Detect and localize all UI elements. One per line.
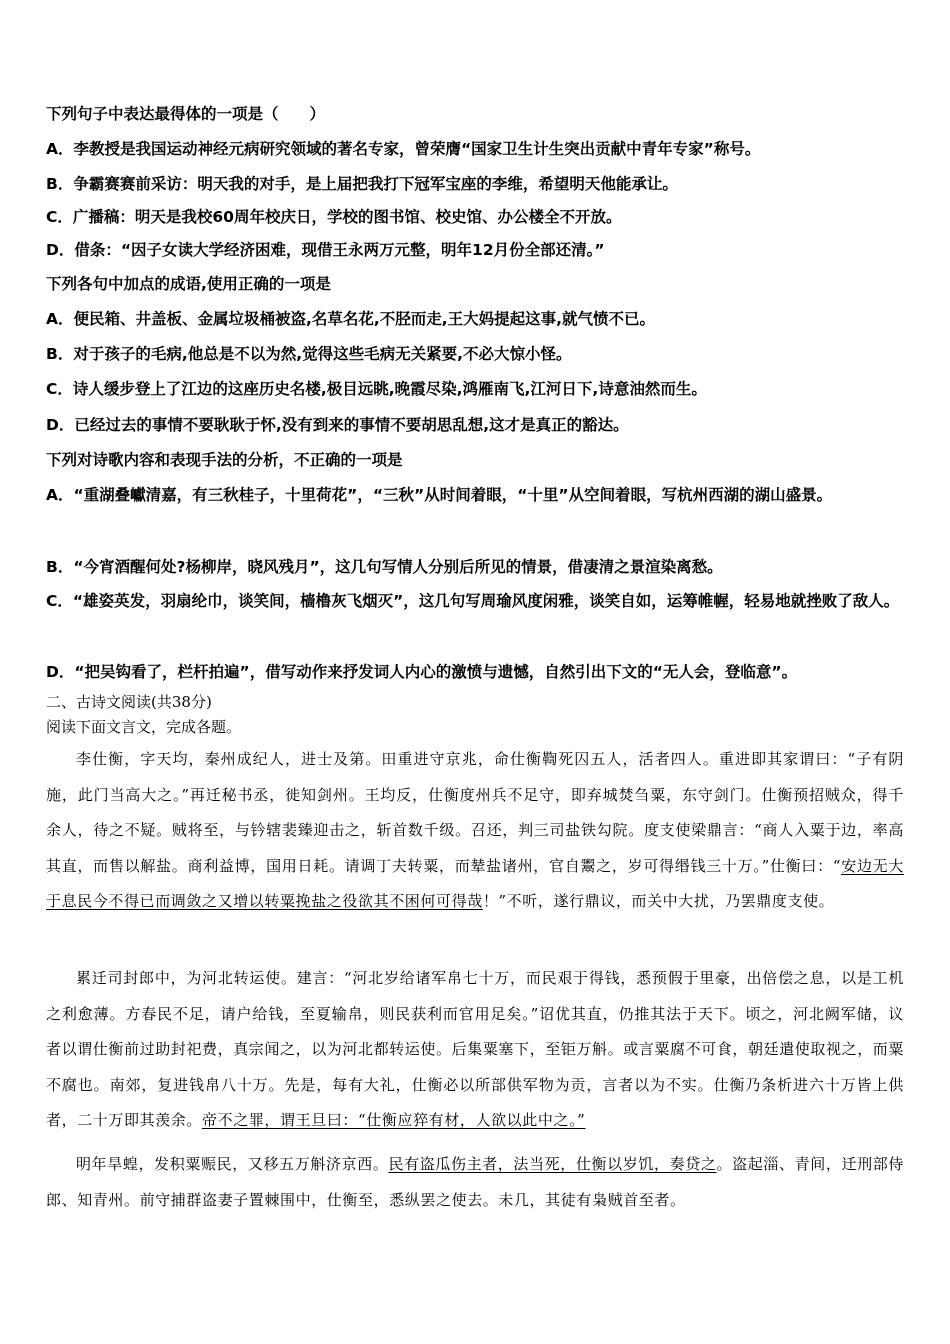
q3-stem: 下列对诗歌内容和表现手法的分析，不正确的一项是	[46, 451, 403, 469]
passage-paragraph-2	[46, 961, 904, 1139]
passage-p2-underlined: 帝不之罪，谓王旦曰：“仕衡应猝有材，人欲以此中之。”	[202, 1111, 586, 1129]
q2-option-a: A．便民箱、井盖板、金属垃圾桶被盗,名草名花,不胫而走,王大妈提起这事,就气愤不已。	[46, 310, 656, 328]
passage-p1-text-a: 李仕衡，字天均，秦州成纪人，进士及第。田重进守京兆，命仕衡鞫死囚五人，活者四人。重进即其家谓曰：“子有阴施，此门当高大之。”再迁秘书丞，徙知剑州。王均反，仕衡度州兵不足守，即弃城焚刍粟，东守剑门。仕衡预招贼众，得千余人，待之不疑。贼将至，与钤辖裴臻迎击之，斩首数千级。召还，判三司盐铁勾院。度支使梁鼎言：“商人入粟于边，率高其直，而售以解盐。商利益博，国用日耗。请调丁夫转粟，而辇盐诸州，官自鬻之，岁可得缗钱三十万。”仕衡曰：“	[46, 750, 904, 875]
q3-option-c: C．“雄姿英发，羽扇纶巾，谈笑间，樯橹灰飞烟灭”，这几句写周瑜风度闲雅，谈笑自如，运筹帷幄，轻易地就挫败了敌人。	[46, 592, 900, 610]
passage-p1-text-b: ！”不听，遂行鼎议，而关中大扰，乃罢鼎度支使。	[482, 892, 835, 910]
passage-p3-text-a: 明年旱蝗，发积粟赈民，又移五万斛济京西。	[76, 1155, 389, 1173]
q2-option-b: B．对于孩子的毛病,他总是不以为然,觉得这些毛病无关紧要,不必大惊小怪。	[46, 345, 572, 363]
passage-p3-underlined: 民有盗瓜伤主者，法当死，仕衡以岁饥，奏贷之	[388, 1155, 717, 1173]
q2-option-d: D．已经过去的事情不要耿耿于怀,没有到来的事情不要胡思乱想,这才是真正的豁达。	[46, 416, 629, 434]
q1-stem: 下列句子中表达最得体的一项是（ ）	[46, 105, 326, 123]
passage-paragraph-1	[46, 742, 904, 920]
q3-option-b: B．“今宵酒醒何处?杨柳岸，晓风残月”，这几句写情人分别后所见的情景，借凄清之景渲染离愁。	[46, 558, 723, 576]
section-title: 二、古诗文阅读(共38分)	[46, 693, 212, 711]
passage-p3-text-b: 。盗起淄、青间，迁刑部侍郎、知青州。前守捕群盗妻子置棘围中，仕衡至，悉纵罢之使去。未几，其徒有枭贼首至者。	[46, 1155, 904, 1209]
q1-option-a: A．李教授是我国运动神经元病研究领域的著名专家，曾荣膺“国家卫生计生突出贡献中青年专家”称号。	[46, 140, 761, 158]
q1-option-c: C．广播稿：明天是我校60周年校庆日，学校的图书馆、校史馆、办公楼全不开放。	[46, 208, 622, 226]
passage-paragraph-3	[46, 1147, 904, 1218]
q2-stem: 下列各句中加点的成语,使用正确的一项是	[46, 275, 331, 293]
passage-p2-text-a: 累迁司封郎中，为河北转运使。建言：“河北岁给诸军帛七十万，而民艰于得钱，悉预假于里豪，出倍偿之息，以是工机之利愈薄。方春民不足，请户给钱，至夏输帛，则民获利而官用足矣。”诏优其直，仍推其法于天下。顷之，河北阙军储，议者以谓仕衡前过助封祀费，真宗闻之，以为河北都转运使。后集粟塞下，至钜万斛。或言粟腐不可食，朝廷遣使取视之，而粟不腐也。南郊，复进钱帛八十万。先是，每有大礼，仕衡必以所部供军物为贡，言者以为不实。仕衡乃条析进六十万皆上供者，二十万即其羡余。	[46, 969, 905, 1129]
q1-option-b: B．争霸赛赛前采访：明天我的对手，是上届把我打下冠军宝座的李维，希望明天他能承让。	[46, 175, 678, 193]
q3-option-a: A．“重湖叠巘清嘉，有三秋桂子，十里荷花”，“三秋”从时间着眼，“十里”从空间着眼，写杭州西湖的湖山盛景。	[46, 486, 833, 504]
q3-option-d: D．“把吴钩看了，栏杆拍遍”，借写动作来抒发词人内心的激愤与遗憾，自然引出下文的“无人会，登临意”。	[46, 663, 798, 681]
passage-p1-underlined: 安边无大于息民今不得已而调敛之又增以转粟挽盐之役欲其不困何可得哉	[46, 856, 905, 910]
q2-option-c: C．诗人缓步登上了江边的这座历史名楼,极目远眺,晚霞尽染,鸿雁南飞,江河日下,诗意油然而生。	[46, 380, 707, 398]
section-instruction: 阅读下面文言文，完成各题。	[46, 718, 242, 736]
q1-option-d: D．借条：“因子女读大学经济困难，现借王永两万元整，明年12月份全部还清。”	[46, 241, 605, 259]
